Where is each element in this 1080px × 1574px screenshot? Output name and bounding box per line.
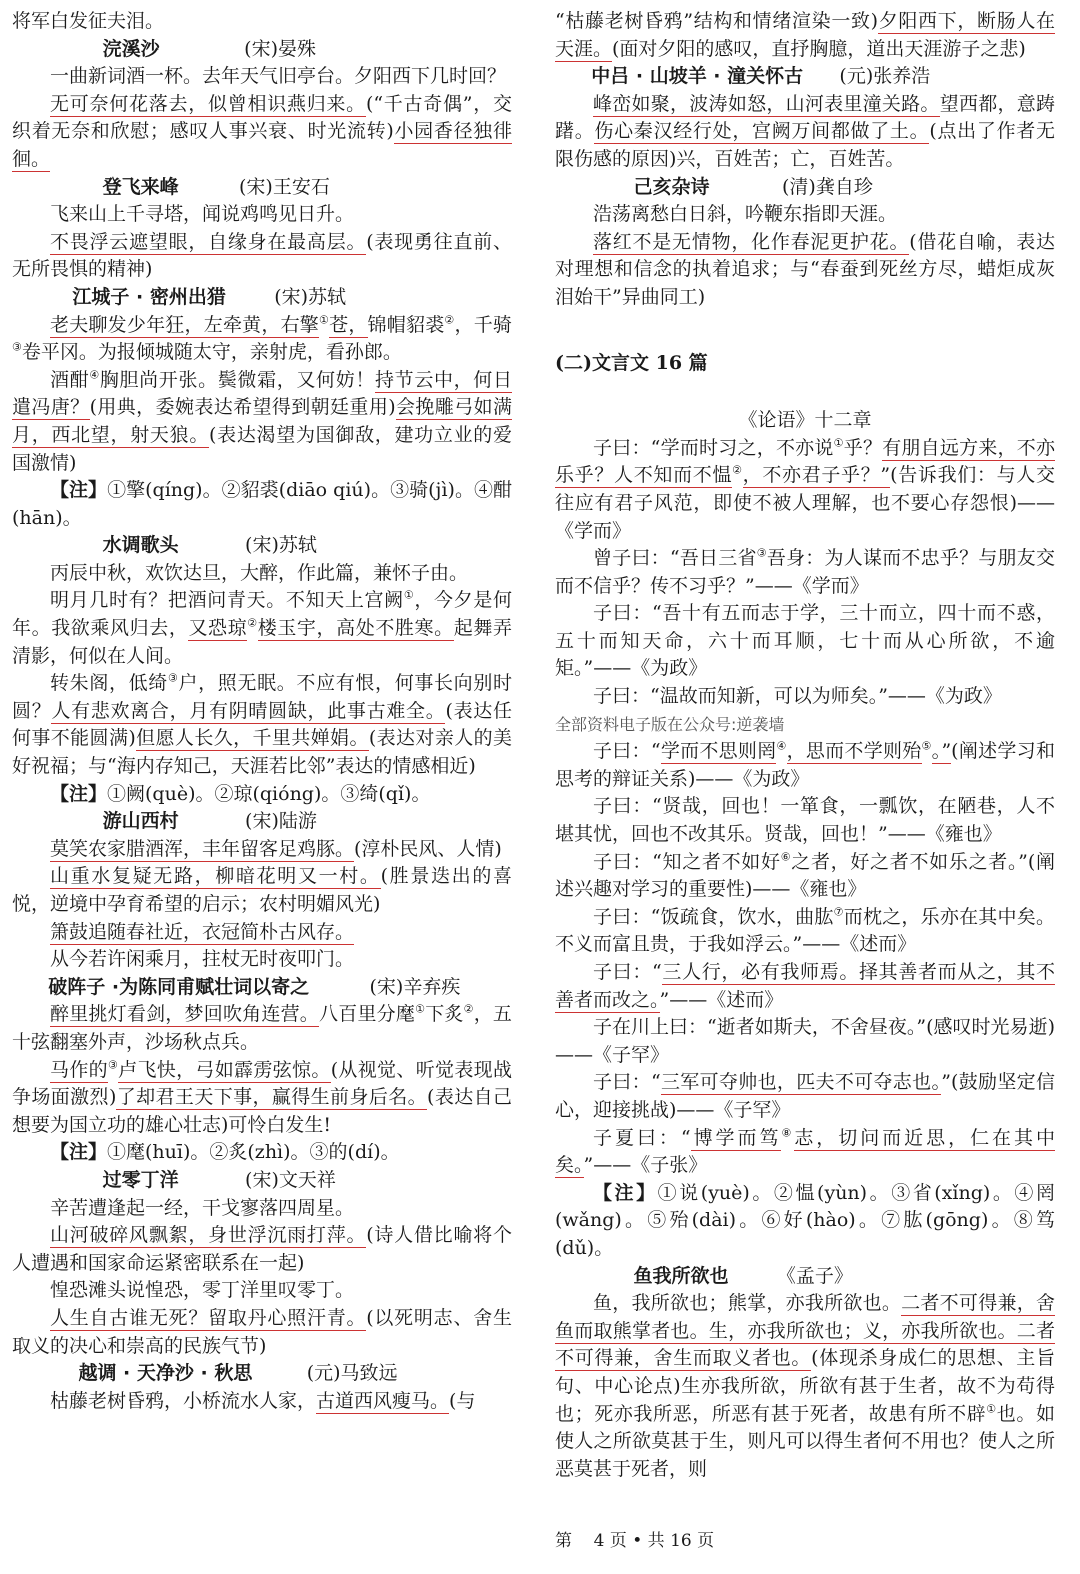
footnote-marker: ④ [89,368,100,382]
footnote-marker: ① [833,436,844,450]
poem-line [12,312,512,367]
poem-line [12,1001,512,1056]
text-name: 鱼我所欲也 [633,1264,729,1287]
text-title [555,1263,1055,1291]
poem-line [12,91,512,174]
footnote-marker: ① [403,589,415,603]
poem-text: 起舞弄清影，何似在人间。 [12,617,512,667]
passage-text: 曾子曰：“吾日三省 [593,547,757,570]
poem-text: 八百里分麾 [319,1003,416,1026]
key-line: 落红不是无情物，化作春泥更护花。 [593,230,910,253]
poem-text: ，五十弦翻塞外声，沙场秋点兵。 [12,1003,512,1053]
poem-line [12,367,512,477]
key-line: 夕阳西下，断肠人在天涯。 [555,10,1055,60]
annotation: (表达自己想要为国立功的雄心壮志)可怜白发生! [12,1086,512,1136]
passage-text: 子曰：“学而时习之，不亦说 [593,436,834,459]
poem-author: (宋)苏轼 [245,534,317,557]
key-line: 小园香径独徘徊。 [12,120,512,170]
poem-line [555,91,1055,174]
poem-name: 破阵子 ·为陈同甫赋壮词以寄之 [48,975,310,998]
key-line: 箫鼓追随春社近，衣冠简朴古风存。 [50,920,355,943]
passage-text: 子曰：“ [593,740,661,763]
poem-text: ，千骑 [454,313,512,336]
footnote-marker: ③ [167,671,179,685]
footnote-marker: ⑦ [833,905,844,919]
poem-line: 浩荡离愁白日斜，吟鞭东指即天涯。 [593,203,898,226]
poem-title [12,808,512,836]
poem-text: ，今夕是何年。我欲乘风归去， [12,589,512,640]
passage [555,1125,1055,1180]
poem-author: (元)张养浩 [839,65,931,88]
footnote-marker: ① [415,1003,426,1017]
poem-title [12,174,512,202]
passage: 子在川上曰：“逝者如斯夫，不舍昼夜。”(感叹时光易逝)——《子罕》 [555,1016,1055,1066]
footnote-marker: ③ [12,340,22,354]
key-line: 二者不可得兼，舍鱼而取熊掌者也。生，亦我所欲也；义，亦我所欲也。二者不可得兼，舍生而取义者也。 [555,1292,1055,1370]
poem-text: 转朱阁，低绮 [50,672,168,695]
watermark-text: 全部资料电子版在公众号:逆袭墙 [555,714,785,734]
poem-title [555,174,1055,202]
key-line: 博学而笃 [690,1126,782,1149]
key-line: 人有悲欢离合，月有阴晴圆缺，此事古难全。 [51,699,446,722]
poem-author: (宋)陆游 [245,810,317,833]
right-column [555,8,1055,1483]
poem-line [12,836,512,864]
annotation: (胜景迭出的喜悦，逆境中孕育希望的启示；农村明媚风光) [12,865,512,915]
poem-title [12,36,512,64]
left-column [12,8,512,1415]
poem-text: 卷平冈。为报倾城随太守，亲射虎，看孙郎。 [21,341,402,364]
passage [555,849,1055,904]
annotation: (从视觉、听觉表现战争场面激烈) [12,1058,512,1109]
key-line: ，不亦君子乎？” [742,464,891,487]
footnote [12,477,512,532]
passage: 子曰：“温故而知新，可以为师矣。”——《为政》 [593,685,1002,708]
poem-name: 中吕 · 山坡羊 · 潼关怀古 [591,65,804,88]
poem-author: (宋)苏轼 [274,285,347,308]
passage-text: 也。如使人之所欲莫甚于生，则凡可以得生者何不用也？使人之所恶莫甚于死者，则 [555,1402,1055,1480]
poem-text: 望西都，意踌躇。 [555,92,1055,143]
section-heading: (二)文言文 16 篇 [555,351,708,374]
text-title: 《论语》十二章 [738,409,872,432]
poem-line [12,229,512,284]
annotation: (用典，委婉表达希望得到朝廷重用) [89,396,396,419]
passage-text: 鱼，我所欲也；熊掌，亦我所欲也。 [593,1292,902,1315]
poem-line [12,587,512,670]
key-line: 不畏浮云遮望眼，自缘身在最高层。 [50,230,367,253]
key-line: 有朋自远方来，不亦乐乎？人不知而不愠 [555,436,1055,487]
key-line: 。” [931,740,952,763]
poem-line [12,670,512,780]
annotation: (“千古奇偶”，交织着无奈和欣慰；感叹人事兴衰、时光流转) [12,92,512,143]
key-line: 又恐琼 [188,617,248,640]
key-line: 卢飞快，弓如霹雳弦惊。 [118,1058,331,1081]
poem-line: 一曲新词酒一杯。去年天气旧亭台。夕阳西下几时回？ [50,65,507,88]
text-line: 将军白发征夫泪。 [12,10,165,32]
poem-name: 水调歌头 [102,534,179,557]
passage-text: 子夏曰：“ [593,1126,691,1149]
passage [555,435,1055,545]
poem-title [12,1167,512,1195]
footnote-marker: ① [986,1402,997,1416]
key-line: 志，切问而近思，仁在其中矣。 [555,1126,1055,1177]
poem-name: 浣溪沙 [102,37,160,60]
passage-text: 之者，好之者不如乐之者。”(阐述兴趣对学习的重要性)——《雍也》 [555,850,1055,901]
poem-name: 江城子 · 密州出猎 [72,285,226,308]
note-label: 【注】 [50,479,108,502]
page-footer: 第 4 页 • 共 16 页 [555,1531,715,1551]
passage-text: 子曰：“饭疏食，饮水，曲肱 [593,905,834,928]
note-label: 【注】 [50,782,108,805]
poem-text: 下炙 [425,1003,464,1026]
annotation: (表达渴望为国御敌，建功立业的爱国激情) [12,423,512,474]
key-line: 无可奈何花落去，似曾相识燕归来。 [50,92,366,115]
key-line: 会挽雕弓如满月，西北望，射天狼。 [12,396,512,446]
key-line: 了却君王天下事，赢得生前身后名。 [116,1086,428,1109]
passage: 子曰：“吾十有五而志于学，三十而立，四十而不惑，五十而知天命，六十而耳顺，七十而从心所欲，不逾矩。”——《为政》 [555,602,1055,680]
annotation: (表达对亲人的美好祝福；与“海内存知己，天涯若比邻”表达的情感相近) [12,727,512,778]
annotation: (阐述学习和思考的辩证关系)——《为政》 [555,740,1055,790]
footnote-marker: ② [732,463,743,477]
footnote-marker: ⑤ [921,739,932,753]
poem-text: 酒酣 [50,368,90,391]
poem-line [555,229,1055,312]
note-text: ①麾(huī)。②炙(zhì)。③的(dí)。 [107,1141,400,1164]
poem-line [12,1057,512,1140]
passage [555,1290,1055,1483]
footnote-marker: ① [319,313,330,327]
passage: 子曰：“贤哉，回也！一箪食，一瓢饮，在陋巷，人不堪其忧，回也不改其乐。贤哉，回也！”——《雍也》 [555,795,1055,846]
footnote-marker: ④ [776,739,787,753]
passage [555,1069,1055,1124]
poem-author: (宋)晏殊 [244,37,316,60]
key-line: 山重水复疑无路，柳暗花明又一村。 [50,865,381,888]
key-line: 学而不思则罔 [660,740,777,763]
passage [555,545,1055,600]
poem-name: 登飞来峰 [102,175,179,198]
key-line: 峰峦如聚，波涛如怒，山河表里潼关路。 [593,92,940,115]
passage-text: ”——《子张》 [583,1154,708,1177]
poem-name: 游山西村 [102,810,179,833]
annotation: (面对夕阳的感叹，直抒胸臆，道出天涯游子之悲) [612,37,1026,60]
footnote-marker: ③ [107,1058,119,1072]
text-source: 《孟子》 [776,1264,853,1287]
footnote [12,1139,512,1167]
passage-text: 乎？ [843,436,883,459]
passage-text: ”——《述而》 [659,988,784,1011]
poem-title [12,532,512,560]
annotation: (诗人借比喻将个人遭遇和国家命运紧密联系在一起) [12,1224,512,1274]
note-label: 【注】 [50,1141,108,1164]
annotation: ”(鼓励坚定信心，迎接挑战)——《子罕》 [555,1071,1055,1121]
poem-title [12,1360,512,1388]
annotation: (点出了作者无限伤感的原因)兴，百姓苦；亡，百姓苦。 [555,120,1055,170]
poem-line: 辛苦遭逢起一经，干戈寥落四周星。 [50,1196,355,1219]
key-line: 醉里挑灯看剑，梦回吹角连营。 [50,1003,320,1026]
footnote-marker: ② [463,1003,474,1017]
key-line: 山河破碎风飘絮，身世浮沉雨打萍。 [50,1224,367,1247]
poem-title [555,63,1055,91]
note-text: ①说(yuè)。②愠(yùn)。③省(xǐng)。④罔(wǎng)。⑤殆(dài)。⑥好(hào)。⑦肱(gōng)。⑧笃(dǔ)。 [555,1181,1055,1259]
key-line: 但愿人长久，千里共婵娟。 [135,727,369,750]
poem-line: 惶恐滩头说惶恐，零丁洋里叹零丁。 [50,1279,355,1302]
poem-line [12,1388,512,1416]
annotation: (借花自喻，表达对理想和信念的执着追求；与“春蚕到死丝方尽，蜡炬成灰泪始干”异曲同工) [555,230,1055,308]
note-text: ①擎(qíng)。②貂裘(diāo qiú)。③骑(jì)。④酣(hān)。 [12,479,512,529]
annotation: (体现杀身成仁的思想、主旨句、中心论点)生亦我所欲，所欲有甚于生者，故不为苟得也；死亦我所恶，所恶有甚于死者，故患有所不辟 [555,1347,1055,1425]
footnote [12,781,512,809]
poem-name: 过零丁洋 [102,1168,179,1191]
poem-text: 户，照无眠。不应有恨，何事长向别时圆？ [12,672,512,722]
footnote-marker: ③ [756,546,767,560]
key-line: 楼玉宇，高处不胜寒。 [257,617,454,640]
poem-name: 越调 · 天净沙 · 秋思 [78,1362,253,1385]
key-line: ，思而不学则殆 [786,740,922,763]
poem-line: 丙辰中秋，欢饮达旦，大醉，作此篇，兼怀子由。 [50,561,469,584]
poem-text: 明月几时有？把酒问青天。不知天上宫阙 [50,589,404,612]
poem-text: 锦帽貂裘 [367,313,445,336]
passage-text: 而枕之，乐亦在其中矣。不义而富且贵，于我如浮云。”——《述而》 [555,905,1055,956]
poem-author: (元)马致远 [306,1362,398,1385]
poem-title [12,284,512,312]
key-line: 古道西风瘦马。 [316,1389,450,1412]
poem-author: (宋)王安石 [239,175,330,198]
passage-text: 子曰：“ [593,1071,661,1094]
poem-line [12,863,512,918]
key-line: 人生自古谁无死？留取丹心照汗青。 [50,1306,367,1329]
key-line: 莫笑农家腊酒浑，丰年留客足鸡豚。 [50,837,355,860]
poem-author: (宋)文天祥 [245,1168,336,1191]
passage-text: 吾身：为人谋而不忠乎？与朋友交而不信乎？传不习乎？”——《学而》 [555,547,1055,597]
poem-text: 枯藤老树昏鸦，小桥流水人家， [50,1389,317,1412]
poem-line: 飞来山上千寻塔，闻说鸡鸣见日升。 [50,203,355,226]
annotation: (表现勇往直前、无所畏惧的精神) [12,230,512,281]
poem-line [555,8,1055,63]
note-text: ①阙(què)。②琼(qióng)。③绮(qǐ)。 [107,782,431,805]
footnote [555,1180,1055,1263]
key-line: 三人行，必有我师焉。择其善者而从之，其不善者而改之。 [555,961,1055,1011]
poem-text: 胸胆尚开张。鬓微霜，又何妨！ [99,368,376,391]
key-line: 马作的 [50,1058,108,1081]
annotation: (淳朴民风、人情) [354,837,502,860]
footnote-marker: ⑧ [781,1126,795,1140]
key-line: 三军可夺帅也，匹夫不可夺志也。 [660,1071,942,1094]
poem-line: 从今若许闲乘月，拄杖无时夜叩门。 [50,948,355,971]
footnote-marker: ② [444,313,455,327]
passage [555,959,1055,1014]
key-line: 持节云中，何日遣冯唐？ [12,368,512,419]
passage [555,904,1055,959]
annotation: (以死明志、舍生取义的决心和崇高的民族气节) [12,1306,512,1357]
passage-text: 子曰：“知之者不如好 [593,850,781,873]
poem-title [12,974,512,1002]
footnote-marker: ⑥ [780,850,792,864]
key-line: 老夫聊发少年狂，左牵黄，右擎 [50,313,320,336]
annotation: “枯藤老树昏鸦”结构和情绪渲染一致) [555,10,879,32]
passage [555,738,1055,793]
poem-line [12,1222,512,1277]
note-label: 【注】 [593,1181,658,1204]
footnote-marker: ② [247,616,258,630]
poem-name: 己亥杂诗 [633,175,710,198]
poem-author: (清)龚自珍 [782,175,873,198]
key-line: 苍， [329,313,368,336]
poem-author: (宋)辛弃疾 [369,975,461,998]
annotation: (与 [449,1389,476,1412]
passage-text: 子曰：“ [593,961,662,983]
annotation: (告诉我们：与人交往应有君子风范，即使不被人理解，也不要心存怨恨)——《学而》 [555,464,1055,542]
poem-line [12,1305,512,1360]
poem-line [12,919,512,947]
key-line: 伤心秦汉经行处，宫阙万间都做了土。 [594,120,930,143]
annotation: (表达任何事不能圆满) [12,699,512,750]
